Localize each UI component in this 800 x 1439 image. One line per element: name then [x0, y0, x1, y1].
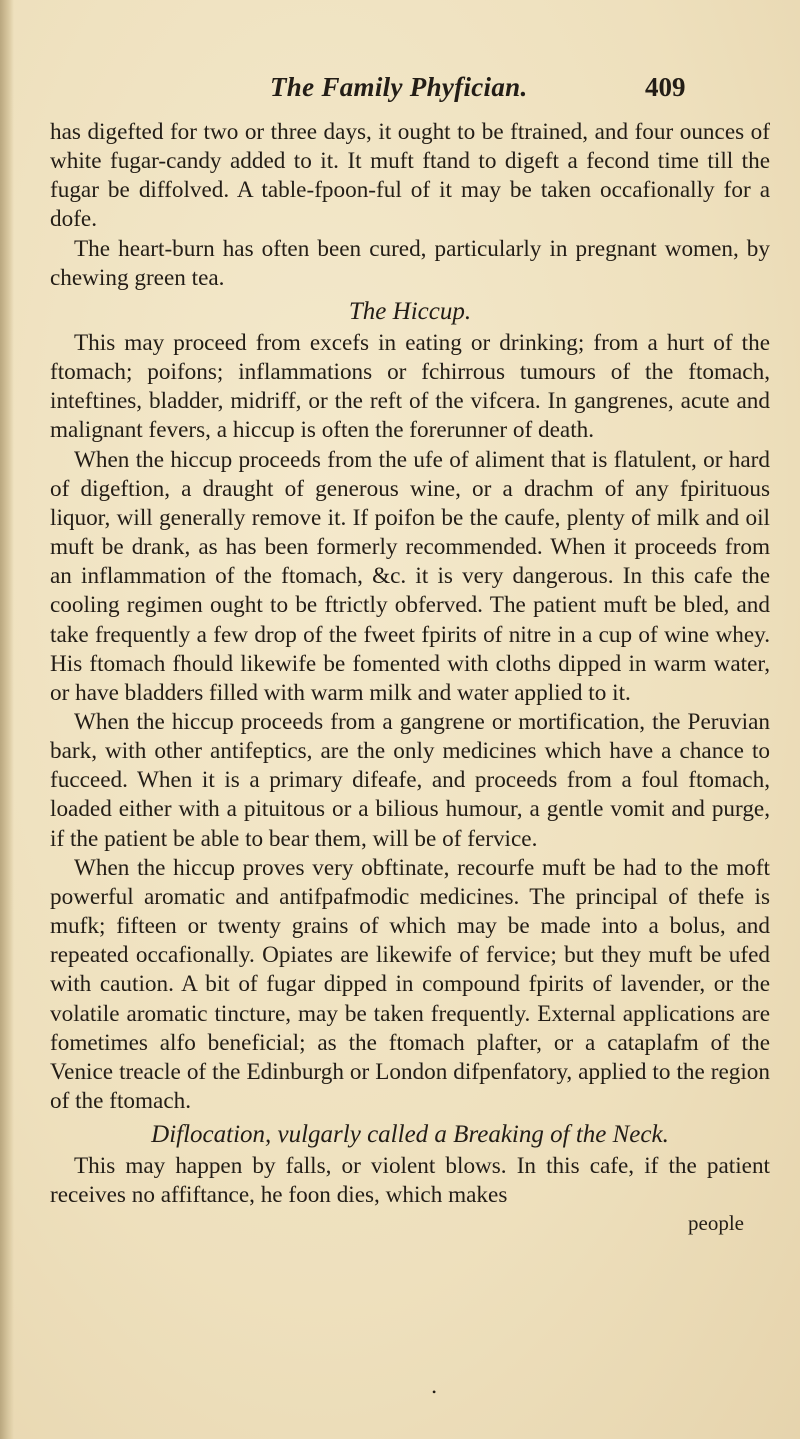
paragraph-hiccup-aliment: When the hiccup proceeds from the ufe of aliment that is flatulent, or hard of digeftion, a draught of generous wine, or a drachm of any fpirituous liquor, will generally remove it. If poifon be the caufe, plenty of milk and oil muft be drank, as has been formerly recommended. When it proceeds from an inflammation of the ftomach, &c. it is very dangerous. In this cafe the cooling regimen ought to be ftrictly obferved. The patient muft be bled, and take frequently a few drop of the fweet fpirits of nitre in a cup of wine whey. His ftomach fhould likewife be fomented with cloths dipped in warm water, or have bladders filled with warm milk and water applied to it.	[50, 446, 770, 706]
paragraph-dislocation: This may happen by falls, or violent blows. In this cafe, if the patient receives no affiftance, he foon dies, which makes	[50, 1153, 770, 1209]
page-header	[0, 72, 800, 112]
paragraph-hiccup-gangrene: When the hiccup proceeds from a gangrene or mortification, the Peruvian bark, with other antifeptics, are the only medicines which have a chance to fucceed. When it is a primary difeafe, and proceeds from a foul ftomach, loaded either with a pituitous or a bilious humour, a gentle vomit and purge, if the patient be able to bear them, will be of fervice.	[50, 708, 770, 852]
page-number: 409	[645, 72, 686, 102]
section-heading-hiccup: The Hiccup.	[348, 297, 472, 325]
section-heading-dislocation: Diflocation, vulgarly called a Breaking of the Neck.	[151, 1121, 669, 1149]
page-gutter-shadow	[0, 0, 14, 1439]
paragraph-hiccup-causes: This may proceed from excefs in eating or drinking; from a hurt of the ftomach; poifons; inflammations or fchirrous tumours of the ftomach, inteftines, bladder, midriff, or the reft of the vifcera. In gangrenes, acute and malignant fevers, a hiccup is often the forerunner of death.	[50, 329, 770, 444]
paragraph-heartburn: The heart-burn has often been cured, particularly in pregnant women, by chewing green tea.	[50, 235, 770, 291]
catchword: people	[688, 1211, 744, 1236]
running-head: The Family Phyfician.	[270, 72, 528, 102]
footer-mark: •	[432, 1385, 437, 1399]
body-text	[50, 118, 770, 1236]
paragraph-hiccup-obstinate: When the hiccup proves very obftinate, recourfe muft be had to the moft powerful aromatic and antifpafmodic medicines. The principal of thefe is mufk; fifteen or twenty grains of which may be made into a bolus, and repeated occafionally. Opiates are likewife of fervice; but they muft be ufed with caution. A bit of fugar dipped in compound fpirits of lavender, or the volatile aromatic tincture, may be taken frequently. External applications are fometimes alfo beneficial; as the ftomach plafter, or a cataplafm of the Venice treacle of the Edinburgh or London difpenfatory, applied to the region of the ftomach.	[50, 854, 770, 1114]
paragraph-continuation: has digefted for two or three days, it ought to be ftrained, and four ounces of white fugar-candy added to it. It muft ftand to digeft a fecond time till the fugar be diffolved. A table-fpoon-ful of it may be taken occafionally for a dofe.	[50, 119, 770, 233]
